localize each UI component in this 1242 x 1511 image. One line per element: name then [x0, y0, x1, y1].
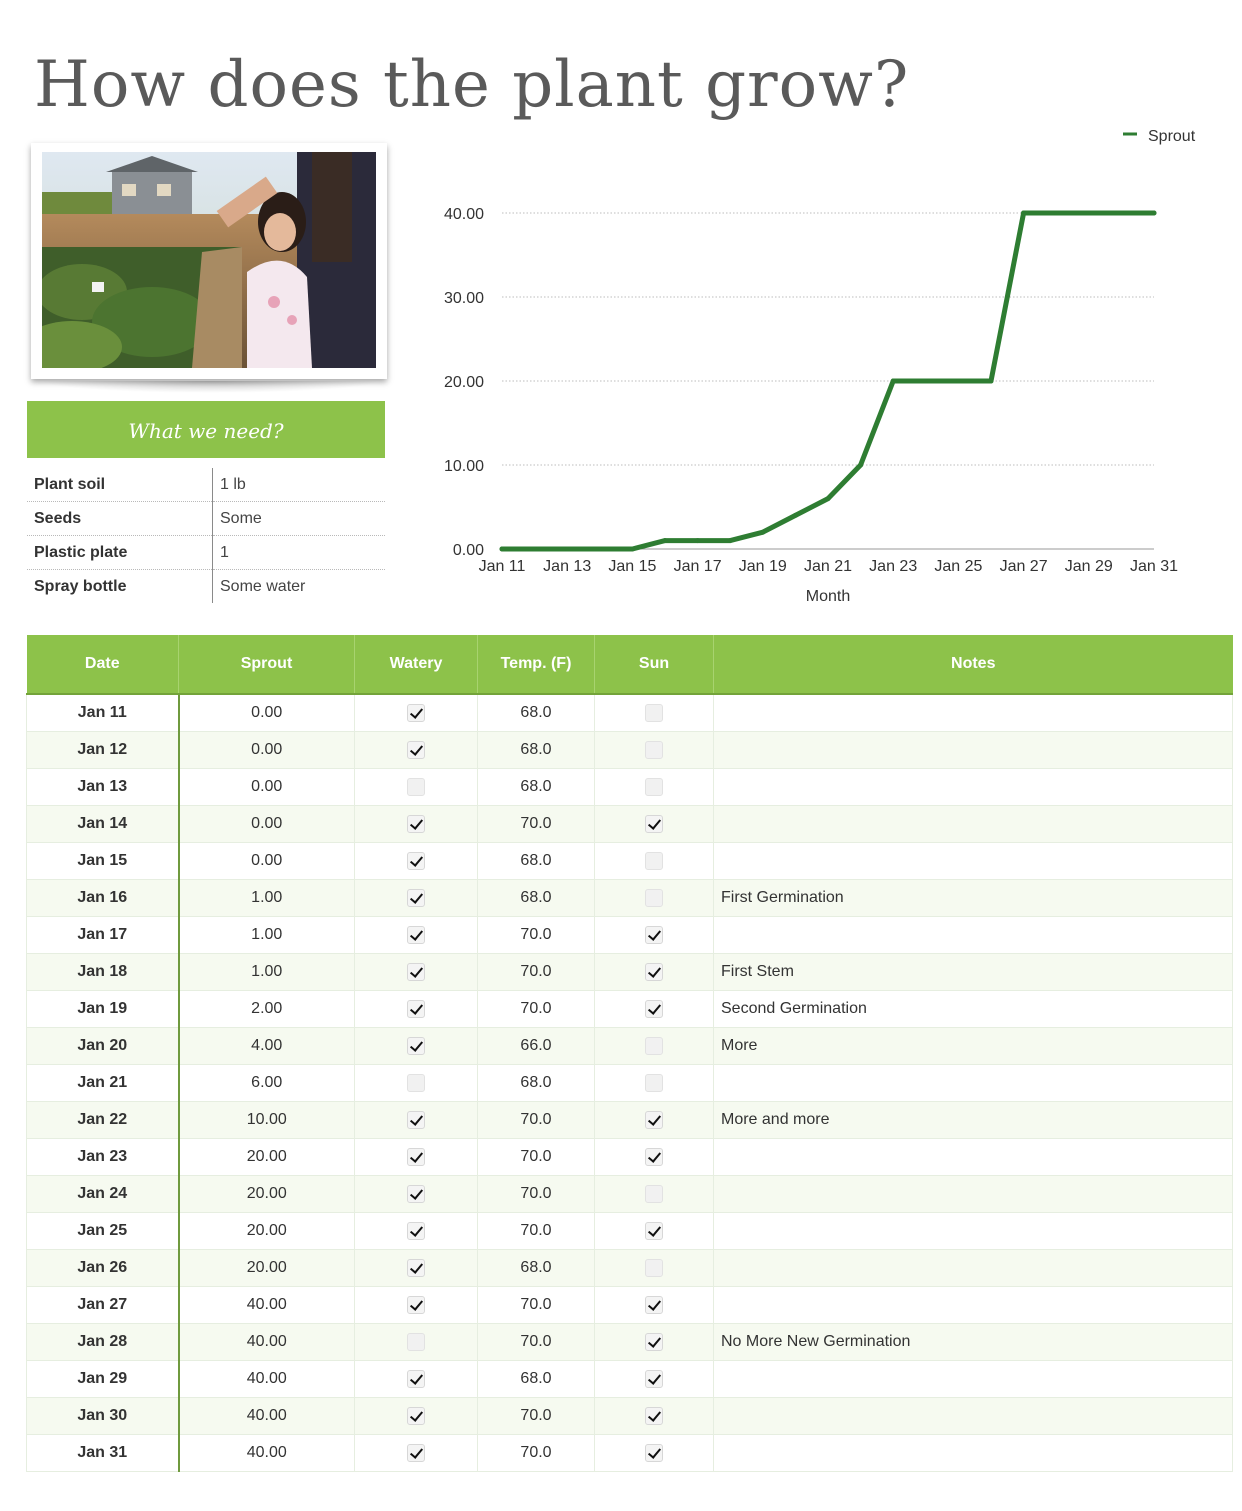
needs-item: Plant soil	[27, 468, 213, 502]
cell-sprout[interactable]: 4.00	[179, 1028, 355, 1065]
data-point	[565, 547, 570, 552]
table-row	[27, 1435, 1233, 1472]
cell-watery[interactable]	[355, 1139, 478, 1176]
needs-amount: 1 lb	[220, 475, 246, 493]
needs-item: Seeds	[27, 502, 213, 536]
cell-sprout[interactable]: 0.00	[179, 806, 355, 843]
data-point	[630, 547, 635, 552]
x-tick-label: Jan 21	[803, 558, 853, 575]
x-tick-label: Jan 31	[1129, 558, 1179, 575]
cell-watery[interactable]	[355, 843, 478, 880]
cell-date[interactable]: Jan 18	[27, 954, 179, 991]
cell-notes[interactable]: First Germination	[714, 880, 1233, 917]
watery-checkbox[interactable]	[407, 852, 425, 870]
cell-watery[interactable]	[355, 1435, 478, 1472]
x-tick-label: Jan 11	[478, 558, 526, 575]
data-point	[728, 538, 733, 543]
cell-sun[interactable]	[595, 1250, 714, 1287]
needs-row	[27, 536, 385, 570]
needs-item: Spray bottle	[27, 570, 213, 604]
sun-checkbox[interactable]	[645, 889, 663, 907]
cell-notes[interactable]: Second Germination	[714, 991, 1233, 1028]
needs-row	[27, 468, 385, 502]
cell-temp[interactable]: 70.0	[478, 1287, 595, 1324]
data-point	[923, 379, 928, 384]
table-row	[27, 1324, 1233, 1361]
photo-shadow	[40, 381, 380, 393]
data-point	[1021, 211, 1026, 216]
cell-watery[interactable]	[355, 1213, 478, 1250]
table-row	[27, 694, 1233, 732]
legend-label: Sprout	[1148, 128, 1196, 145]
cell-date[interactable]: Jan 23	[27, 1139, 179, 1176]
cell-temp[interactable]: 68.0	[478, 880, 595, 917]
cell-date[interactable]: Jan 15	[27, 843, 179, 880]
column-header-date[interactable]: Date	[27, 635, 179, 694]
cell-watery[interactable]	[355, 1250, 478, 1287]
sun-checkbox[interactable]	[645, 778, 663, 796]
cell-temp[interactable]: 70.0	[478, 1324, 595, 1361]
data-point	[532, 547, 537, 552]
needs-item: Plastic plate	[27, 536, 213, 570]
cell-sprout[interactable]: 10.00	[179, 1102, 355, 1139]
cell-temp[interactable]: 68.0	[478, 1361, 595, 1398]
garden-photo	[31, 143, 387, 379]
cell-temp[interactable]: 70.0	[478, 991, 595, 1028]
data-point	[956, 379, 961, 384]
x-tick-label: Jan 19	[738, 558, 787, 575]
watery-checkbox[interactable]	[407, 1111, 425, 1129]
table-row	[27, 1065, 1233, 1102]
cell-sun[interactable]	[595, 843, 714, 880]
cell-temp[interactable]: 70.0	[478, 1435, 595, 1472]
data-point	[858, 463, 863, 468]
cell-notes[interactable]: More	[714, 1028, 1233, 1065]
cell-sun[interactable]	[595, 991, 714, 1028]
cell-temp[interactable]: 70.0	[478, 806, 595, 843]
x-tick-label: Jan 15	[608, 558, 657, 575]
cell-temp[interactable]: 70.0	[478, 954, 595, 991]
cell-watery[interactable]	[355, 1287, 478, 1324]
cell-date[interactable]: Jan 19	[27, 991, 179, 1028]
sun-checkbox[interactable]	[645, 926, 663, 944]
cell-watery[interactable]	[355, 954, 478, 991]
cell-sun[interactable]	[595, 1324, 714, 1361]
cell-watery[interactable]	[355, 694, 478, 732]
cell-sprout[interactable]: 40.00	[179, 1287, 355, 1324]
sun-checkbox[interactable]	[645, 1185, 663, 1203]
table-row	[27, 769, 1233, 806]
cell-date[interactable]: Jan 30	[27, 1398, 179, 1435]
cell-notes[interactable]	[714, 1398, 1233, 1435]
watery-checkbox[interactable]	[407, 1370, 425, 1388]
y-tick-label: 10.00	[443, 458, 484, 475]
table-row	[27, 991, 1233, 1028]
cell-sprout[interactable]: 0.00	[179, 694, 355, 732]
cell-date[interactable]: Jan 12	[27, 732, 179, 769]
cell-temp[interactable]: 66.0	[478, 1028, 595, 1065]
column-header-temp[interactable]: Temp. (F)	[478, 635, 595, 694]
needs-amount: Some	[213, 502, 386, 536]
watery-checkbox[interactable]	[407, 1037, 425, 1055]
cell-sprout[interactable]: 20.00	[179, 1176, 355, 1213]
data-point	[597, 547, 602, 552]
table-header-row	[27, 635, 1233, 694]
table-row	[27, 732, 1233, 769]
table-row	[27, 1361, 1233, 1398]
data-point	[1152, 211, 1157, 216]
sun-checkbox[interactable]	[645, 1333, 663, 1351]
cell-sun[interactable]	[595, 1176, 714, 1213]
cell-watery[interactable]	[355, 1361, 478, 1398]
column-header-notes[interactable]: Notes	[714, 635, 1233, 694]
cell-watery[interactable]	[355, 1102, 478, 1139]
cell-notes[interactable]	[714, 1361, 1233, 1398]
table-row	[27, 1176, 1233, 1213]
cell-date[interactable]: Jan 24	[27, 1176, 179, 1213]
cell-temp[interactable]: 68.0	[478, 732, 595, 769]
cell-notes[interactable]	[714, 1176, 1233, 1213]
data-point	[1119, 211, 1124, 216]
cell-sun[interactable]	[595, 769, 714, 806]
cell-date[interactable]: Jan 20	[27, 1028, 179, 1065]
sun-checkbox[interactable]	[645, 1000, 663, 1018]
cell-sprout[interactable]: 1.00	[179, 880, 355, 917]
column-header-sprout[interactable]: Sprout	[179, 635, 355, 694]
column-header-watery[interactable]: Watery	[355, 635, 478, 694]
watery-checkbox[interactable]	[407, 1259, 425, 1277]
sun-checkbox[interactable]	[645, 1074, 663, 1092]
sun-checkbox[interactable]	[645, 704, 663, 722]
cell-watery[interactable]	[355, 806, 478, 843]
growth-chart	[420, 115, 1220, 615]
cell-notes[interactable]: No More New Germination	[714, 1324, 1233, 1361]
table-row	[27, 1287, 1233, 1324]
cell-watery[interactable]	[355, 1176, 478, 1213]
cell-temp[interactable]: 68.0	[478, 694, 595, 732]
cell-notes[interactable]	[714, 1435, 1233, 1472]
cell-sun[interactable]	[595, 1398, 714, 1435]
table-row	[27, 806, 1233, 843]
cell-sprout[interactable]: 0.00	[179, 732, 355, 769]
cell-temp[interactable]: 68.0	[478, 1250, 595, 1287]
cell-sprout[interactable]: 1.00	[179, 917, 355, 954]
watery-checkbox[interactable]	[407, 1148, 425, 1166]
cell-watery[interactable]	[355, 769, 478, 806]
cell-watery[interactable]	[355, 1028, 478, 1065]
cell-sun[interactable]	[595, 1028, 714, 1065]
cell-date[interactable]: Jan 29	[27, 1361, 179, 1398]
sun-checkbox[interactable]	[645, 963, 663, 981]
cell-sprout[interactable]: 0.00	[179, 843, 355, 880]
sun-checkbox[interactable]	[645, 815, 663, 833]
sun-checkbox[interactable]	[645, 741, 663, 759]
cell-notes[interactable]	[714, 917, 1233, 954]
x-tick-label: Jan 17	[673, 558, 722, 575]
data-point	[1054, 211, 1059, 216]
cell-sun[interactable]	[595, 1213, 714, 1250]
growth-log-table	[26, 635, 1233, 1472]
cell-sprout[interactable]: 20.00	[179, 1139, 355, 1176]
cell-date[interactable]: Jan 21	[27, 1065, 179, 1102]
cell-sun[interactable]	[595, 806, 714, 843]
cell-sprout[interactable]: 2.00	[179, 991, 355, 1028]
cell-date[interactable]: Jan 11	[27, 694, 179, 732]
cell-sprout[interactable]: 40.00	[179, 1361, 355, 1398]
cell-temp[interactable]: 70.0	[478, 1102, 595, 1139]
watery-checkbox[interactable]	[407, 1296, 425, 1314]
cell-notes[interactable]	[714, 1139, 1233, 1176]
cell-sun[interactable]	[595, 880, 714, 917]
table-row	[27, 1250, 1233, 1287]
cell-sprout[interactable]: 6.00	[179, 1065, 355, 1102]
cell-sprout[interactable]: 1.00	[179, 954, 355, 991]
x-tick-label: Jan 27	[999, 558, 1048, 575]
cell-watery[interactable]	[355, 991, 478, 1028]
cell-temp[interactable]: 70.0	[478, 917, 595, 954]
cell-sun[interactable]	[595, 917, 714, 954]
cell-temp[interactable]: 68.0	[478, 843, 595, 880]
table-row	[27, 1213, 1233, 1250]
table-row	[27, 917, 1233, 954]
cell-watery[interactable]	[355, 1324, 478, 1361]
needs-amount: 1	[213, 536, 386, 570]
cell-notes[interactable]	[714, 1213, 1233, 1250]
watery-checkbox[interactable]	[407, 1407, 425, 1425]
cell-sun[interactable]	[595, 1287, 714, 1324]
watery-checkbox[interactable]	[407, 1074, 425, 1092]
cell-sun[interactable]	[595, 1065, 714, 1102]
sun-checkbox[interactable]	[645, 1037, 663, 1055]
cell-sprout[interactable]: 0.00	[179, 769, 355, 806]
sun-checkbox[interactable]	[645, 1370, 663, 1388]
cell-notes[interactable]	[714, 1250, 1233, 1287]
watery-checkbox[interactable]	[407, 741, 425, 759]
cell-watery[interactable]	[355, 880, 478, 917]
cell-notes[interactable]	[714, 806, 1233, 843]
y-tick-label: 0.00	[452, 542, 484, 559]
needs-heading: What we need?	[27, 401, 385, 458]
table-row	[27, 1398, 1233, 1435]
x-tick-label: Jan 13	[543, 558, 592, 575]
cell-temp[interactable]: 68.0	[478, 1065, 595, 1102]
cell-date[interactable]: Jan 27	[27, 1287, 179, 1324]
cell-notes[interactable]: More and more	[714, 1102, 1233, 1139]
cell-notes[interactable]	[714, 769, 1233, 806]
x-tick-label: Jan 29	[1064, 558, 1113, 575]
cell-temp[interactable]: 70.0	[478, 1139, 595, 1176]
cell-sun[interactable]	[595, 1139, 714, 1176]
sun-checkbox[interactable]	[645, 1148, 663, 1166]
table-row	[27, 880, 1233, 917]
cell-sun[interactable]	[595, 1361, 714, 1398]
cell-watery[interactable]	[355, 1398, 478, 1435]
table-body	[27, 694, 1233, 1472]
cell-sun[interactable]	[595, 732, 714, 769]
cell-temp[interactable]: 70.0	[478, 1398, 595, 1435]
cell-sprout[interactable]: 20.00	[179, 1250, 355, 1287]
sun-checkbox[interactable]	[645, 1407, 663, 1425]
sun-checkbox[interactable]	[645, 1111, 663, 1129]
sun-checkbox[interactable]	[645, 1444, 663, 1462]
watery-checkbox[interactable]	[407, 1333, 425, 1351]
cell-sprout[interactable]: 40.00	[179, 1398, 355, 1435]
needs-row	[27, 502, 385, 536]
cell-notes[interactable]	[714, 694, 1233, 732]
cell-notes[interactable]	[714, 843, 1233, 880]
table-row	[27, 1102, 1233, 1139]
x-axis-label: Month	[805, 588, 851, 605]
cell-temp[interactable]: 70.0	[478, 1176, 595, 1213]
data-point	[826, 496, 831, 501]
column-header-sun[interactable]: Sun	[595, 635, 714, 694]
watery-checkbox[interactable]	[407, 1185, 425, 1203]
sun-checkbox[interactable]	[645, 1222, 663, 1240]
cell-notes[interactable]	[714, 1065, 1233, 1102]
data-point	[695, 538, 700, 543]
watery-checkbox[interactable]	[407, 1000, 425, 1018]
cell-notes[interactable]	[714, 1287, 1233, 1324]
y-tick-label: 30.00	[443, 290, 484, 307]
cell-sprout[interactable]: 20.00	[179, 1213, 355, 1250]
page-title: How does the plant grow?	[34, 48, 910, 122]
cell-sun[interactable]	[595, 954, 714, 991]
x-tick-label: Jan 25	[934, 558, 983, 575]
cell-date[interactable]: Jan 26	[27, 1250, 179, 1287]
table-row	[27, 1028, 1233, 1065]
cell-notes[interactable]	[714, 732, 1233, 769]
watery-checkbox[interactable]	[407, 815, 425, 833]
cell-date[interactable]: Jan 13	[27, 769, 179, 806]
cell-date[interactable]: Jan 22	[27, 1102, 179, 1139]
cell-watery[interactable]	[355, 732, 478, 769]
data-point	[793, 513, 798, 518]
needs-amount: Some water	[213, 570, 386, 604]
data-point	[891, 379, 896, 384]
cell-temp[interactable]: 70.0	[478, 1213, 595, 1250]
data-point	[760, 530, 765, 535]
garden-photo-image	[42, 152, 376, 368]
data-point	[989, 379, 994, 384]
cell-date[interactable]: Jan 28	[27, 1324, 179, 1361]
cell-sun[interactable]	[595, 1435, 714, 1472]
y-tick-label: 20.00	[443, 374, 484, 391]
table-row	[27, 954, 1233, 991]
watery-checkbox[interactable]	[407, 889, 425, 907]
cell-notes[interactable]: First Stem	[714, 954, 1233, 991]
cell-date[interactable]: Jan 14	[27, 806, 179, 843]
data-point	[663, 538, 668, 543]
cell-sun[interactable]	[595, 694, 714, 732]
watery-checkbox[interactable]	[407, 1444, 425, 1462]
data-point	[500, 547, 505, 552]
needs-row	[27, 570, 385, 604]
cell-temp[interactable]: 68.0	[478, 769, 595, 806]
cell-sprout[interactable]: 40.00	[179, 1435, 355, 1472]
cell-date[interactable]: Jan 16	[27, 880, 179, 917]
cell-date[interactable]: Jan 31	[27, 1435, 179, 1472]
sun-checkbox[interactable]	[645, 1259, 663, 1277]
cell-watery[interactable]	[355, 917, 478, 954]
table-row	[27, 843, 1233, 880]
y-tick-label: 40.00	[443, 206, 484, 223]
sun-checkbox[interactable]	[645, 1296, 663, 1314]
cell-date[interactable]: Jan 25	[27, 1213, 179, 1250]
watery-checkbox[interactable]	[407, 704, 425, 722]
cell-watery[interactable]	[355, 1065, 478, 1102]
watery-checkbox[interactable]	[407, 963, 425, 981]
needs-table	[27, 468, 385, 603]
watery-checkbox[interactable]	[407, 926, 425, 944]
watery-checkbox[interactable]	[407, 778, 425, 796]
cell-date[interactable]: Jan 17	[27, 917, 179, 954]
cell-sprout[interactable]: 40.00	[179, 1324, 355, 1361]
cell-sun[interactable]	[595, 1102, 714, 1139]
x-tick-label: Jan 23	[869, 558, 918, 575]
watery-checkbox[interactable]	[407, 1222, 425, 1240]
table-row	[27, 1139, 1233, 1176]
sun-checkbox[interactable]	[645, 852, 663, 870]
data-point	[1086, 211, 1091, 216]
